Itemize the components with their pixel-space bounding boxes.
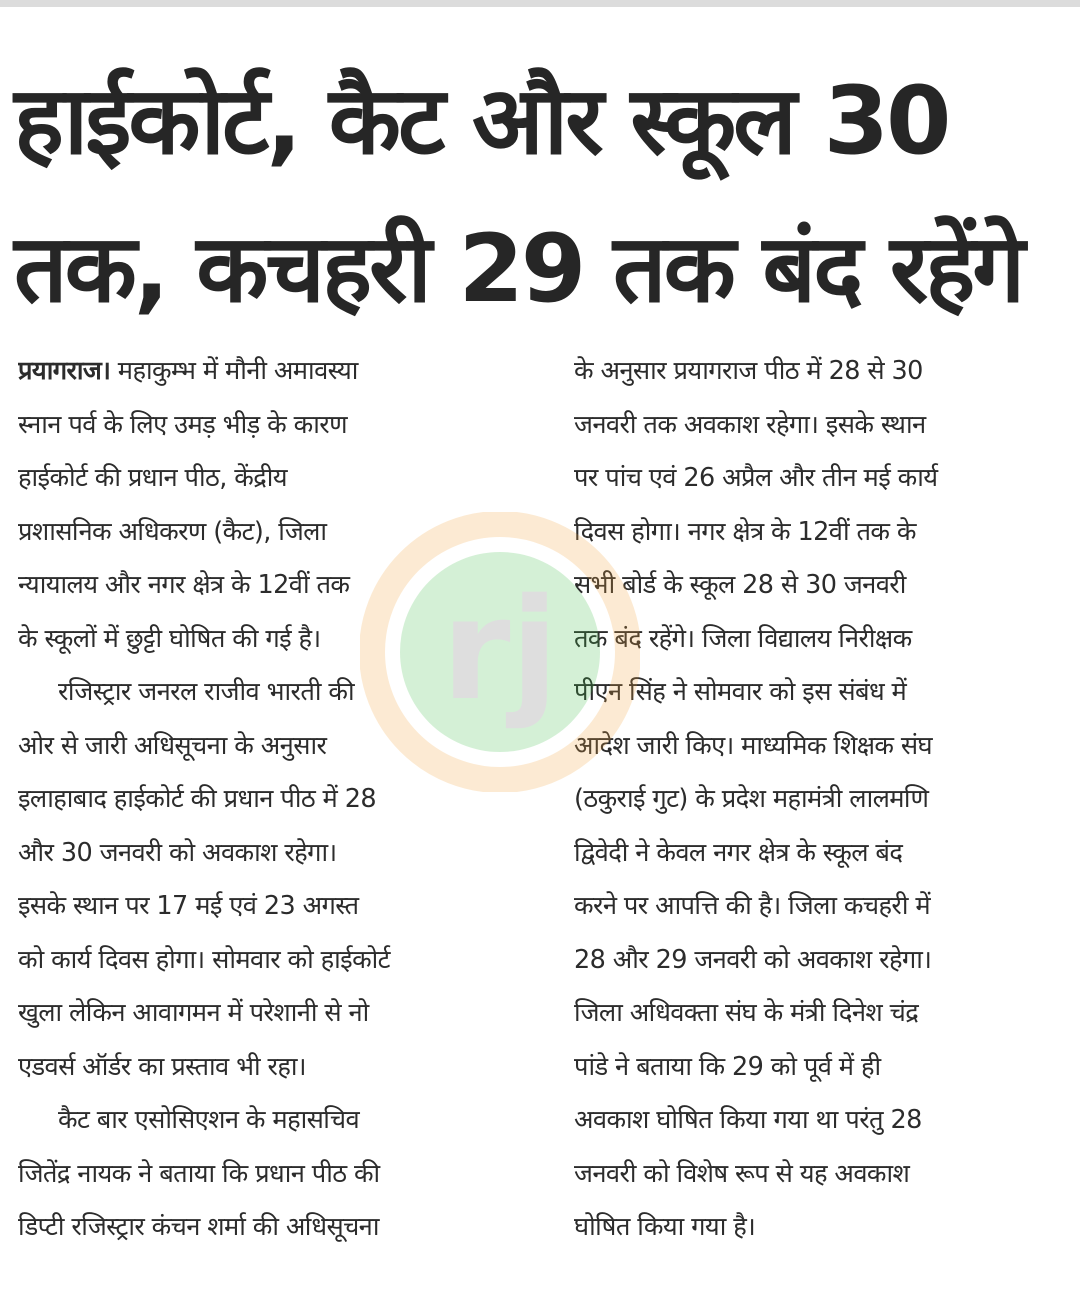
article-line: खुला लेकिन आवागमन में परेशानी से नो <box>18 998 369 1028</box>
article-column-right <box>574 345 1071 1255</box>
article-line: दिवस होगा। नगर क्षेत्र के 12वीं तक के <box>574 516 916 547</box>
article-line: को कार्य दिवस होगा। सोमवार को हाईकोर्ट <box>18 944 390 975</box>
article-line: इलाहाबाद हाईकोर्ट की प्रधान पीठ में 28 <box>18 784 376 814</box>
article-line: द्विवेदी ने केवल नगर क्षेत्र के स्कूल बंद <box>574 837 903 868</box>
article-line: एडवर्स ऑर्डर का प्रस्ताव भी रहा। <box>18 1051 306 1082</box>
article-line: (ठकुराई गुट) के प्रदेश महामंत्री लालमणि <box>574 784 929 814</box>
article-line: घोषित किया गया है। <box>574 1212 756 1242</box>
article-line: जनवरी तक अवकाश रहेगा। इसके स्थान <box>574 409 926 440</box>
article-line: कैट बार एसोसिएशन के महासचिव <box>58 1105 360 1135</box>
article-line: करने पर आपत्ति की है। जिला कचहरी में <box>574 891 931 921</box>
headline-line-2: तक, कचहरी 29 तक बंद रहेंगे <box>14 215 1023 324</box>
article-line: न्यायालय और नगर क्षेत्र के 12वीं तक <box>18 570 350 600</box>
headline <box>14 48 1066 344</box>
article-line: सभी बोर्ड के स्कूल 28 से 30 जनवरी <box>574 570 906 600</box>
article-line-text: महाकुम्भ में मौनी अमावस्या <box>117 356 358 386</box>
article-line: रजिस्ट्रार जनरल राजीव भारती की <box>58 677 355 707</box>
article-line: तक बंद रहेंगे। जिला विद्यालय निरीक्षक <box>574 623 912 654</box>
article-line: इसके स्थान पर 17 मई एवं 23 अगस्त <box>18 891 359 921</box>
article-line: के स्कूलों में छुट्टी घोषित की गई है। <box>18 623 321 654</box>
article-line <box>18 345 515 399</box>
watermark-text: rj <box>441 569 559 732</box>
article-line: पीएन सिंह ने सोमवार को इस संबंध में <box>574 677 907 707</box>
article-line: आदेश जारी किए। माध्यमिक शिक्षक संघ <box>574 730 932 761</box>
article-line: पर पांच एवं 26 अप्रैल और तीन मई कार्य <box>574 463 938 493</box>
article-line: पांडे ने बताया कि 29 को पूर्व में ही <box>574 1051 881 1082</box>
article-line: जनवरी को विशेष रूप से यह अवकाश <box>574 1158 910 1189</box>
headline-line-1: हाईकोर्ट, कैट और स्कूल 30 <box>14 67 949 176</box>
article-line: स्नान पर्व के लिए उमड़ भीड़ के कारण <box>18 409 347 440</box>
article-line: अवकाश घोषित किया गया था परंतु 28 <box>574 1105 922 1135</box>
article-body <box>18 345 1068 1245</box>
article-line: हाईकोर्ट की प्रधान पीठ, केंद्रीय <box>18 463 287 493</box>
article-line: और 30 जनवरी को अवकाश रहेगा। <box>18 837 337 868</box>
article-line: जितेंद्र नायक ने बताया कि प्रधान पीठ की <box>18 1158 380 1189</box>
top-strip <box>0 0 1080 7</box>
article-line: जिला अधिवक्ता संघ के मंत्री दिनेश चंद्र <box>574 998 919 1028</box>
article-line: 28 और 29 जनवरी को अवकाश रहेगा। <box>574 944 932 975</box>
article-column-left <box>18 345 515 1255</box>
article-line: ओर से जारी अधिसूचना के अनुसार <box>18 730 327 761</box>
article-line: के अनुसार प्रयागराज पीठ में 28 से 30 <box>574 356 923 386</box>
dateline: प्रयागराज। <box>18 356 111 386</box>
article-line: डिप्टी रजिस्ट्रार कंचन शर्मा की अधिसूचना <box>18 1212 379 1242</box>
article-line: प्रशासनिक अधिकरण (कैट), जिला <box>18 516 327 547</box>
